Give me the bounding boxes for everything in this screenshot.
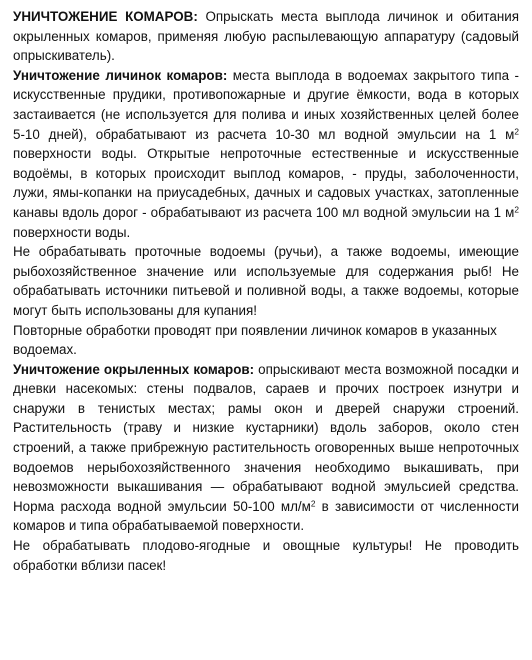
heading-destruction-mosquitoes: УНИЧТОЖЕНИЕ КОМАРОВ:: [13, 9, 198, 24]
larvae-text-part-3: поверхности воды.: [13, 224, 131, 240]
paragraph-adult-mosquitoes: [13, 360, 519, 536]
paragraph-no-crops: [13, 536, 519, 575]
adult-text-part-2: в зависимости от численности комаров и типа обрабатываемой поверхности.: [13, 498, 520, 534]
heading-larvae-destruction: Уничтожение личинок комаров:: [13, 67, 228, 83]
general-text: Опрыскать места выплода личинок и обитания окрыленных комаров, применяя любую распылевающую аппаратуру (садовый опрыскиватель).: [13, 9, 519, 64]
superscript-2: 2: [310, 498, 316, 509]
repeat-treatment-text: Повторные обработки проводят при появлении личинок комаров в указанных водоемах.: [13, 322, 497, 358]
superscript-2: 2: [514, 126, 519, 136]
warning-crops-text: Не обрабатывать плодово-ягодные и овощные культуры! Не проводить обработки вблизи пасек!: [13, 538, 519, 573]
warning-water-text: Не обрабатывать проточные водоемы (ручьи), а также водоемы, имеющие рыбохозяйственное значение или используемые для содержания рыб! Не обрабатывать источники питьевой и поливной воды, а также водоемы, которые могут быть использованы для купания!: [13, 244, 519, 318]
larvae-text-part-2: поверхности воды. Открытые непроточные естественные и искусственные водоёмы, в которых происходит выплод комаров, - пруды, заболоченности, лужи, ямы-копанки на приусадебных, дачных и садовых участках, затопленные канавы вдоль дорог - обрабатывают из расчета 100 мл водной эмульсии на 1 м: [13, 146, 519, 220]
adult-text-part-1: опрыскивают места возможной посадки и дневки насекомых: стены подвалов, сараев и прочих построек изнутри и снаружи в тенистых местах; рамы окон и дверей снаружи строений. Растительность (траву и низкие кустарники) вдоль заборов, около стен строений, а также прибрежную растительность оговоренных выше непроточных водоемов нерыбохозяйственного значения необходимо выкашивать, при невозможности выкашивания — обрабатывают водной эмульсией средства. Норма расхода водной эмульсии 50-100 мл/м: [13, 361, 519, 514]
larvae-text-part-1: места выплода в водоемах закрытого типа - искусственные прудики, противопожарные и другие ёмкости, вода в которых застаивается (не используется для полива и иных хозяйственных целей более 5-10 дней), обрабатывают из расчета 10-30 мл водной эмульсии на 1 м: [13, 67, 519, 142]
heading-adult-destruction: Уничтожение окрыленных комаров:: [13, 361, 255, 377]
paragraph-no-flowing-water: [13, 242, 519, 320]
paragraph-larvae: [13, 66, 519, 242]
paragraph-general: [13, 7, 519, 66]
superscript-2: 2: [514, 204, 519, 215]
paragraph-repeat-treatment: [13, 321, 519, 360]
